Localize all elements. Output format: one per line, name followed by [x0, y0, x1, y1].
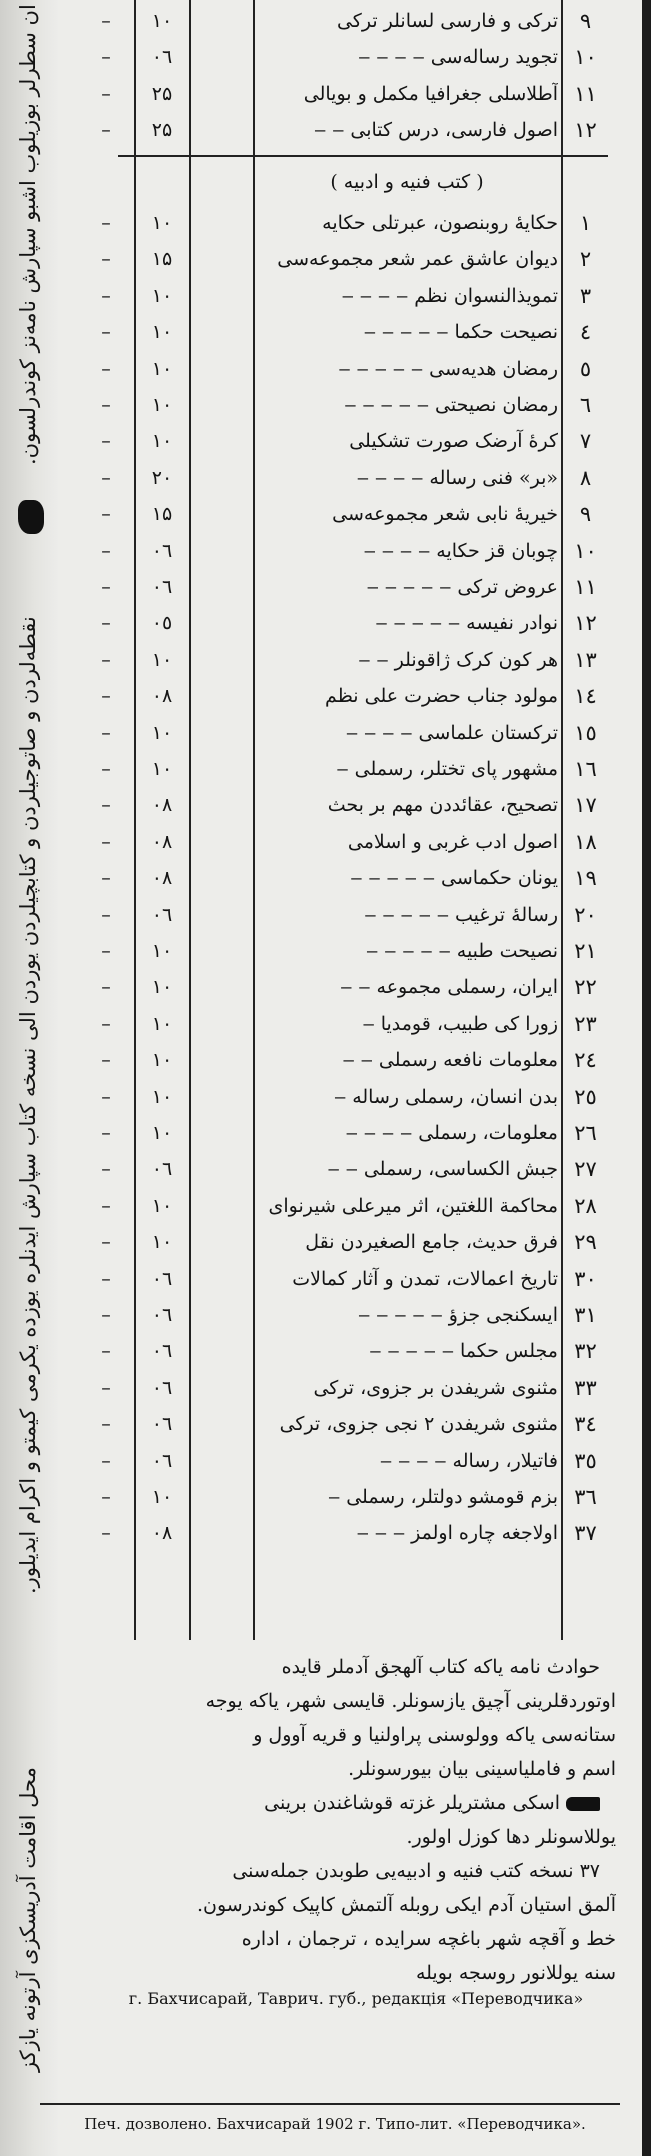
book-title-cell: زورا کی طبیب، قومدیا ‒: [362, 1012, 558, 1035]
price-kopecks-cell: ۰٦: [151, 1340, 173, 1363]
book-title-cell: محاکمة اللغتین، اثر میرعلی شیرنوای: [268, 1194, 558, 1217]
table-row: [78, 1151, 608, 1187]
book-title-cell: عروض ترکی ‒ ‒ ‒ ‒ ‒: [366, 576, 558, 598]
notes-block: [96, 1650, 616, 1990]
table-row: [78, 1333, 608, 1369]
pointing-hand-icon: [566, 1797, 600, 1811]
price-rubles-cell: –: [101, 539, 111, 562]
book-title-cell: بزم قومشو دولتلر، رسملی ‒: [328, 1486, 558, 1508]
table-row: [78, 533, 608, 569]
row-number-cell: ۳: [579, 283, 592, 308]
book-title-cell: نصیحت حکما ‒ ‒ ‒ ‒ ‒: [363, 321, 558, 344]
row-number-cell: ۹: [579, 502, 592, 527]
table-row: [78, 39, 608, 75]
book-title-cell: خیریهٔ نابی شعر مجموعه‌سی: [332, 503, 558, 526]
row-number-cell: ۲۲: [574, 975, 597, 1000]
book-title-cell: آطلاسلی جغرافیا مکمل و بویالی: [303, 82, 558, 105]
row-number-cell: ۱٤: [574, 684, 597, 709]
row-number-cell: ۳٤: [574, 1412, 597, 1437]
book-title-cell: نصیحت طبیه ‒ ‒ ‒ ‒ ‒: [366, 940, 558, 962]
row-number-cell: ۳٦: [574, 1485, 597, 1509]
price-rubles-cell: –: [101, 1267, 111, 1290]
price-kopecks-cell: ۰۸: [151, 830, 173, 853]
book-title-cell: «بر» فنی رساله ‒ ‒ ‒ ‒: [356, 466, 558, 489]
row-number-cell: ۱۰: [574, 45, 597, 70]
book-title-cell: رمضان نصیحتی ‒ ‒ ‒ ‒ ‒: [344, 394, 558, 416]
pointing-hand-icon: [18, 500, 44, 534]
book-title-cell: تمویذالنسوان نظم ‒ ‒ ‒ ‒: [341, 284, 558, 307]
row-number-cell: ۱۲: [574, 611, 597, 636]
price-rubles-cell: –: [101, 903, 111, 926]
book-title-cell: دیوان عاشق عمر شعر مجموعه‌سی: [277, 248, 558, 271]
book-title-cell: اصول ادب غربی و اسلامی: [347, 830, 558, 853]
price-rubles-cell: –: [101, 1012, 111, 1035]
table-row: [78, 933, 608, 969]
price-kopecks-cell: ۱۰: [151, 758, 173, 780]
table-row: [78, 423, 608, 459]
price-kopecks-cell: ۰٦: [151, 1158, 173, 1181]
price-rubles-cell: –: [101, 867, 111, 890]
table-row: [78, 1370, 608, 1406]
price-rubles-cell: –: [101, 10, 111, 32]
margin-text-upper: ان سطرلر بوزیلوب اشبو سپارش نامه‌نز کوندرلسون.: [16, 4, 40, 466]
row-number-cell: ۲٤: [574, 1048, 597, 1073]
table-row: [78, 76, 608, 112]
row-number-cell: ٤: [579, 320, 592, 345]
row-number-cell: ۳۰: [574, 1266, 597, 1291]
price-rubles-cell: –: [101, 721, 111, 744]
price-kopecks-cell: ۰٦: [151, 46, 173, 69]
price-kopecks-cell: ۱۰: [151, 10, 173, 32]
price-rubles-cell: –: [101, 119, 111, 142]
row-number-cell: ۲٦: [574, 1121, 597, 1145]
price-rubles-cell: –: [101, 466, 111, 489]
row-number-cell: ۱٥: [574, 720, 597, 745]
table-row: [78, 969, 608, 1005]
price-kopecks-cell: ۱۰: [151, 1049, 173, 1072]
price-kopecks-cell: ۰٦: [151, 1267, 173, 1290]
book-title-cell: رمضان هدیه‌سی ‒ ‒ ‒ ‒ ‒: [338, 357, 558, 380]
table-row: [78, 824, 608, 860]
row-number-cell: ۷: [579, 429, 592, 454]
row-number-cell: ٦: [579, 393, 592, 417]
section-rule: [118, 155, 608, 157]
table-row: [78, 351, 608, 387]
book-title-cell: معلومات، رسملی ‒ ‒ ‒ ‒: [345, 1122, 558, 1144]
table-row: [78, 1115, 608, 1151]
price-rubles-cell: –: [101, 685, 111, 708]
note-line: [96, 1786, 616, 1820]
price-rubles-cell: –: [101, 758, 111, 780]
row-number-cell: ۱۷: [574, 793, 597, 818]
price-kopecks-cell: ۰٦: [151, 1449, 173, 1472]
price-kopecks-cell: ۱۰: [151, 648, 173, 671]
margin-text-middle: نقطه‌لردن و صاتوجیلردن و کتابچیلردن یوردن الی نسخه کتاب سپارش ایدنلره یوزده یکرمی کیمتو و اکرام ایدیلور.: [16, 616, 40, 1594]
price-rubles-cell: –: [101, 1449, 111, 1472]
price-kopecks-cell: ۱۰: [151, 721, 173, 744]
row-number-cell: ۱۱: [574, 575, 597, 599]
table-row: [78, 642, 608, 678]
book-title-cell: ایران، رسملی مجموعه ‒ ‒: [340, 976, 558, 999]
book-title-cell: تاریخ اعمالات، تمدن و آثار کمالات: [292, 1267, 558, 1290]
price-rubles-cell: –: [101, 394, 111, 416]
table-row: [78, 1224, 608, 1260]
table-row: [78, 1042, 608, 1078]
price-rubles-cell: –: [101, 976, 111, 999]
row-number-cell: ٥: [579, 356, 592, 381]
row-number-cell: ۳٥: [574, 1448, 597, 1473]
table-row: [78, 787, 608, 823]
book-title-cell: مثنوی شریفدن ۲ نجی جزوی، ترکی: [279, 1413, 558, 1436]
table-row: [78, 278, 608, 314]
footer-rule: [40, 2103, 620, 2105]
book-title-cell: جبش الکساسی، رسملی ‒ ‒: [327, 1158, 558, 1181]
row-number-cell: ۱۱: [574, 81, 597, 106]
row-number-cell: ۲۰: [574, 902, 597, 927]
price-kopecks-cell: ۰٦: [151, 903, 173, 926]
table-row: [78, 1515, 608, 1551]
book-title-cell: چوبان قز حکایه ‒ ‒ ‒ ‒: [363, 539, 558, 562]
price-rubles-cell: –: [101, 46, 111, 69]
price-rubles-cell: –: [101, 576, 111, 598]
row-number-cell: ۱۳: [574, 647, 597, 672]
note-line: ستانه‌سی یاکه وولوسنی پراولنیا و قریه آوول و: [253, 1724, 616, 1746]
price-kopecks-cell: ۰۸: [151, 794, 173, 817]
printing-permission-footer: Печ. дозволено. Бахчисарай 1902 г. Типо-лит. «Переводчика».: [84, 2115, 586, 2133]
table-row: [78, 605, 608, 641]
row-number-cell: ۳۲: [574, 1339, 597, 1364]
price-kopecks-cell: ۱۰: [151, 1486, 173, 1508]
price-kopecks-cell: ۰٦: [151, 576, 173, 598]
price-rubles-cell: –: [101, 1486, 111, 1508]
book-title-cell: کرهٔ آرضک صورت تشکیلی: [349, 430, 558, 453]
row-number-cell: ۱۲: [574, 118, 597, 143]
book-title-cell: فاتیلار، رساله ‒ ‒ ‒ ‒: [380, 1449, 558, 1472]
row-number-cell: ۱۹: [574, 866, 597, 891]
book-title-cell: فرق حدیث، جامع الصغیردن نقل: [305, 1231, 558, 1254]
row-number-cell: ۳۷: [574, 1521, 597, 1546]
price-kopecks-cell: ۱۰: [151, 1012, 173, 1035]
price-rubles-cell: –: [101, 794, 111, 817]
table-row: [78, 205, 608, 241]
price-rubles-cell: –: [101, 1413, 111, 1436]
note-line: یوللاسونلر دها کوزل اولور.: [406, 1826, 616, 1848]
price-rubles-cell: –: [101, 1085, 111, 1108]
price-rubles-cell: –: [101, 248, 111, 271]
table-row: [78, 715, 608, 751]
table-row: [78, 496, 608, 532]
book-title-cell: معلومات نافعه رسملی ‒ ‒: [342, 1049, 558, 1072]
note-text: اسکی مشتریلر غزته قوشاغندن برینی: [264, 1792, 560, 1814]
note-line: آلمق استیان آدم ایکی روبله آلتمش کاپیک کوندرسون.: [197, 1894, 616, 1916]
price-kopecks-cell: ۱۰: [151, 1194, 173, 1217]
row-number-cell: ۸: [579, 465, 592, 490]
price-rubles-cell: –: [101, 940, 111, 962]
price-rubles-cell: –: [101, 430, 111, 453]
row-number-cell: ۱۰: [574, 538, 597, 563]
editorial-imprint: г. Бахчисарай, Таврич. губ., редакція «Переводчика»: [128, 1989, 584, 2008]
book-price-table: [78, 0, 608, 1640]
row-number-cell: ۲٥: [574, 1084, 597, 1109]
price-kopecks-cell: ۰۸: [151, 685, 173, 708]
table-row: [78, 241, 608, 277]
price-kopecks-cell: ۰۸: [151, 1522, 173, 1545]
price-rubles-cell: –: [101, 1522, 111, 1545]
book-title-cell: مشهور پای تختلر، رسملی ‒: [336, 758, 558, 780]
note-line: اوتوردقلرینی آچیق یازسونلر. قایسی شهر، یاکه یوجه: [205, 1690, 616, 1712]
price-kopecks-cell: ۲۵: [151, 119, 173, 142]
price-rubles-cell: –: [101, 357, 111, 380]
row-number-cell: ۳۱: [574, 1303, 597, 1327]
book-title-cell: یونان حکماسی ‒ ‒ ‒ ‒ ‒: [350, 867, 558, 890]
section-heading: ( کتب فنیه و ادبیه ): [330, 171, 484, 193]
book-title-cell: مجلس حکما ‒ ‒ ‒ ‒ ‒: [369, 1340, 558, 1363]
table-row: [78, 569, 608, 605]
row-number-cell: ۳۳: [574, 1375, 597, 1400]
table-row: [78, 1479, 608, 1515]
row-number-cell: ۲۱: [574, 939, 597, 963]
price-kopecks-cell: ۰٦: [151, 539, 173, 562]
row-number-cell: ۲۷: [574, 1157, 597, 1182]
price-rubles-cell: –: [101, 1158, 111, 1181]
price-rubles-cell: –: [101, 1304, 111, 1326]
price-kopecks-cell: ۱۰: [151, 212, 173, 234]
price-kopecks-cell: ۱۰: [151, 321, 173, 344]
book-title-cell: حکایهٔ روبنصون، عبرتلی حکایه: [322, 212, 558, 234]
book-title-cell: اولاجغه چاره اولمز ‒ ‒ ‒: [356, 1522, 558, 1545]
price-kopecks-cell: ۱۰: [151, 1085, 173, 1108]
table-row: [78, 387, 608, 423]
table-row: [78, 112, 608, 148]
row-number-cell: ۲۸: [574, 1193, 597, 1218]
price-kopecks-cell: ۱۰: [151, 976, 173, 999]
price-rubles-cell: –: [101, 1122, 111, 1144]
book-title-cell: مولود جناب حضرت علی نظم: [325, 685, 558, 708]
margin-text-lower: محل اقامت آدریسکزی آرتونه یازکز: [16, 1767, 40, 2073]
table-row: [78, 751, 608, 787]
row-number-cell: ۱: [579, 211, 592, 235]
price-kopecks-cell: ۱۰: [151, 1231, 173, 1254]
price-rubles-cell: –: [101, 321, 111, 344]
price-kopecks-cell: ۰٦: [151, 1376, 173, 1399]
note-line: حوادث نامه یاکه کتاب آلهجق آدملر قایده: [281, 1656, 600, 1678]
row-number-cell: ۲: [579, 247, 592, 272]
margin-strip: [0, 0, 58, 2156]
price-kopecks-cell: ۱۰: [151, 1122, 173, 1144]
price-rubles-cell: –: [101, 284, 111, 307]
price-rubles-cell: –: [101, 1231, 111, 1254]
table-row: [78, 678, 608, 714]
table-row: [78, 1261, 608, 1297]
price-rubles-cell: –: [101, 612, 111, 635]
book-title-cell: هر کون کرک ژاقونلر ‒ ‒: [358, 648, 558, 671]
row-number-cell: ۲۹: [574, 1230, 597, 1255]
price-kopecks-cell: ۰۸: [151, 867, 173, 890]
table-row: [78, 1443, 608, 1479]
table-row: [78, 3, 608, 39]
table-row: [78, 1079, 608, 1115]
price-kopecks-cell: ۱۰: [151, 284, 173, 307]
note-line: اسم و فاملیاسینی بیان بیورسونلر.: [348, 1758, 616, 1780]
price-kopecks-cell: ۱۰: [151, 940, 173, 962]
book-title-cell: مثنوی شریفدن بر جزوی، ترکی: [313, 1376, 558, 1399]
price-kopecks-cell: ۲۵: [151, 82, 173, 105]
note-line: سنه یوللانور روسجه بویله: [415, 1962, 616, 1984]
book-title-cell: ایسکنجی جزؤ ‒ ‒ ‒ ‒ ‒: [358, 1304, 558, 1326]
book-title-cell: تجوید رساله‌سی ‒ ‒ ‒ ‒: [358, 46, 558, 69]
book-title-cell: رسالهٔ ترغیب ‒ ‒ ‒ ‒ ‒: [364, 903, 558, 926]
price-kopecks-cell: ۱۵: [151, 248, 173, 271]
price-rubles-cell: –: [101, 830, 111, 853]
price-kopecks-cell: ۱۵: [151, 503, 173, 526]
price-kopecks-cell: ۱۰: [151, 430, 173, 453]
price-kopecks-cell: ۰٦: [151, 1304, 173, 1326]
price-rubles-cell: –: [101, 1049, 111, 1072]
row-number-cell: ۱٦: [574, 757, 597, 781]
row-number-cell: ۹: [579, 9, 592, 33]
book-title-cell: تصحیح، عقائددن مهم بر بحث: [327, 794, 558, 817]
price-rubles-cell: –: [101, 212, 111, 234]
price-kopecks-cell: ۲۰: [151, 466, 173, 489]
price-kopecks-cell: ۰٥: [151, 612, 173, 635]
book-title-cell: نوادر نفیسه ‒ ‒ ‒ ‒ ‒: [375, 612, 558, 635]
price-rubles-cell: –: [101, 82, 111, 105]
row-number-cell: ۱۸: [574, 829, 597, 854]
table-row: [78, 314, 608, 350]
price-kopecks-cell: ۰٦: [151, 1413, 173, 1436]
table-row: [78, 860, 608, 896]
note-line: خط و آقچه شهر باغچه سرایده ، ترجمان ، اداره: [241, 1928, 616, 1950]
book-title-cell: بدن انسان، رسملی رساله ‒: [334, 1085, 558, 1108]
table-row: [78, 897, 608, 933]
price-rubles-cell: –: [101, 648, 111, 671]
book-title-cell: ترکی و فارسی لسانلر ترکی: [336, 10, 558, 32]
book-title-cell: ترکستان علماسی ‒ ‒ ‒ ‒: [346, 721, 558, 744]
price-kopecks-cell: ۱۰: [151, 357, 173, 380]
price-rubles-cell: –: [101, 503, 111, 526]
row-number-cell: ۲۳: [574, 1011, 597, 1036]
price-rubles-cell: –: [101, 1376, 111, 1399]
note-line: ۳۷ نسخه کتب فنیه و ادبیه‌یی طوبدن جمله‌سنی: [232, 1860, 600, 1882]
price-rubles-cell: –: [101, 1194, 111, 1217]
table-row: [78, 1406, 608, 1442]
price-kopecks-cell: ۱۰: [151, 394, 173, 416]
table-row: [78, 1188, 608, 1224]
price-rubles-cell: –: [101, 1340, 111, 1363]
book-title-cell: اصول فارسی، درس کتابی ‒ ‒: [314, 119, 558, 142]
table-row: [78, 1297, 608, 1333]
table-row: [78, 460, 608, 496]
table-row: [78, 1006, 608, 1042]
